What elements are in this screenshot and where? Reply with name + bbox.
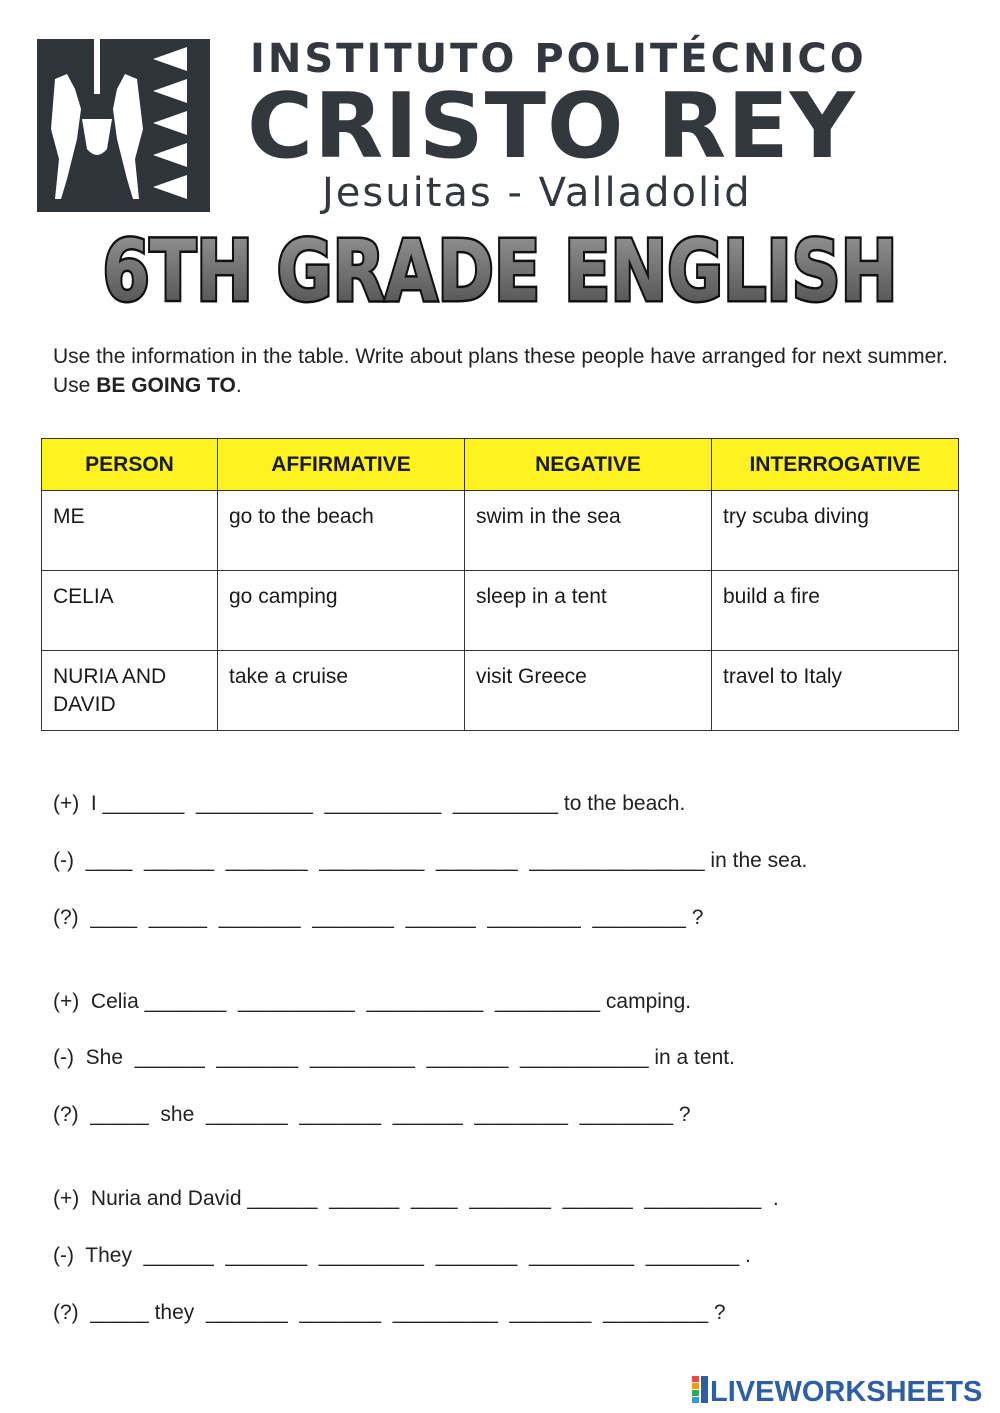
exercise-line[interactable]: (?) _____ they _______ _______ _________ _______ _________ ? xyxy=(53,1301,726,1324)
table-row xyxy=(42,651,959,731)
instructions: Use the information in the table. Write about plans these people have arranged for next summer. Use BE GOING TO. xyxy=(53,345,948,397)
table-cell: travel to Italy xyxy=(712,651,959,731)
table-cell: try scuba diving xyxy=(712,491,959,571)
page-title-text: 6TH GRADE ENGLISH xyxy=(102,222,898,312)
exercise-line[interactable]: (+) I _______ __________ __________ _________ to the beach. xyxy=(53,792,686,815)
liveworksheets-icon xyxy=(692,1376,708,1403)
exercise-line[interactable]: (+) Nuria and David ______ ______ ____ _______ ______ __________ . xyxy=(53,1187,779,1210)
exercise-line[interactable]: (+) Celia _______ __________ __________ _________ camping. xyxy=(53,990,692,1013)
table-row xyxy=(42,491,959,571)
header-cell: NEGATIVE xyxy=(465,439,712,491)
liveworksheets-logo xyxy=(690,1370,990,1406)
brand-name: LIVEWORKSHEETS xyxy=(710,1376,983,1406)
table-cell: build a fire xyxy=(712,571,959,651)
header-cell: PERSON xyxy=(42,439,218,491)
plans-table xyxy=(41,438,959,731)
school-logo xyxy=(37,39,210,212)
table-cell: swim in the sea xyxy=(465,491,712,571)
page-title xyxy=(0,222,1000,312)
table-row xyxy=(42,571,959,651)
exercise-line[interactable]: (?) ____ _____ _______ _______ ______ ________ ________ ? xyxy=(53,906,704,929)
table-cell: go to the beach xyxy=(218,491,465,571)
table-cell: visit Greece xyxy=(465,651,712,731)
exercise-line[interactable]: (?) _____ she _______ _______ ______ ________ ________ ? xyxy=(53,1103,691,1126)
table-cell: sleep in a tent xyxy=(465,571,712,651)
header-cell: INTERROGATIVE xyxy=(712,439,959,491)
instructions-emphasis: BE GOING TO xyxy=(96,374,236,397)
header-cell: AFFIRMATIVE xyxy=(218,439,465,491)
school-name: CRISTO REY xyxy=(247,74,856,179)
table-cell: go camping xyxy=(218,571,465,651)
exercise-line[interactable]: (-) They ______ _______ _________ _______ _________ ________ . xyxy=(53,1244,751,1267)
school-subtitle: Jesuitas - Valladolid xyxy=(322,170,752,216)
institute-line: INSTITUTO POLITÉCNICO xyxy=(250,36,867,82)
table-cell: NURIA AND DAVID xyxy=(42,651,218,731)
exercise-line[interactable]: (-) She ______ _______ _________ _______ ___________ in a tent. xyxy=(53,1046,735,1069)
table-cell: ME xyxy=(42,491,218,571)
table-cell: CELIA xyxy=(42,571,218,651)
table-header-row xyxy=(42,439,959,491)
table-cell: take a cruise xyxy=(218,651,465,731)
brand-badge: LIVE xyxy=(690,1370,693,1371)
exercise-line[interactable]: (-) ____ ______ _______ _________ _______ _______________ in the sea. xyxy=(53,849,808,872)
